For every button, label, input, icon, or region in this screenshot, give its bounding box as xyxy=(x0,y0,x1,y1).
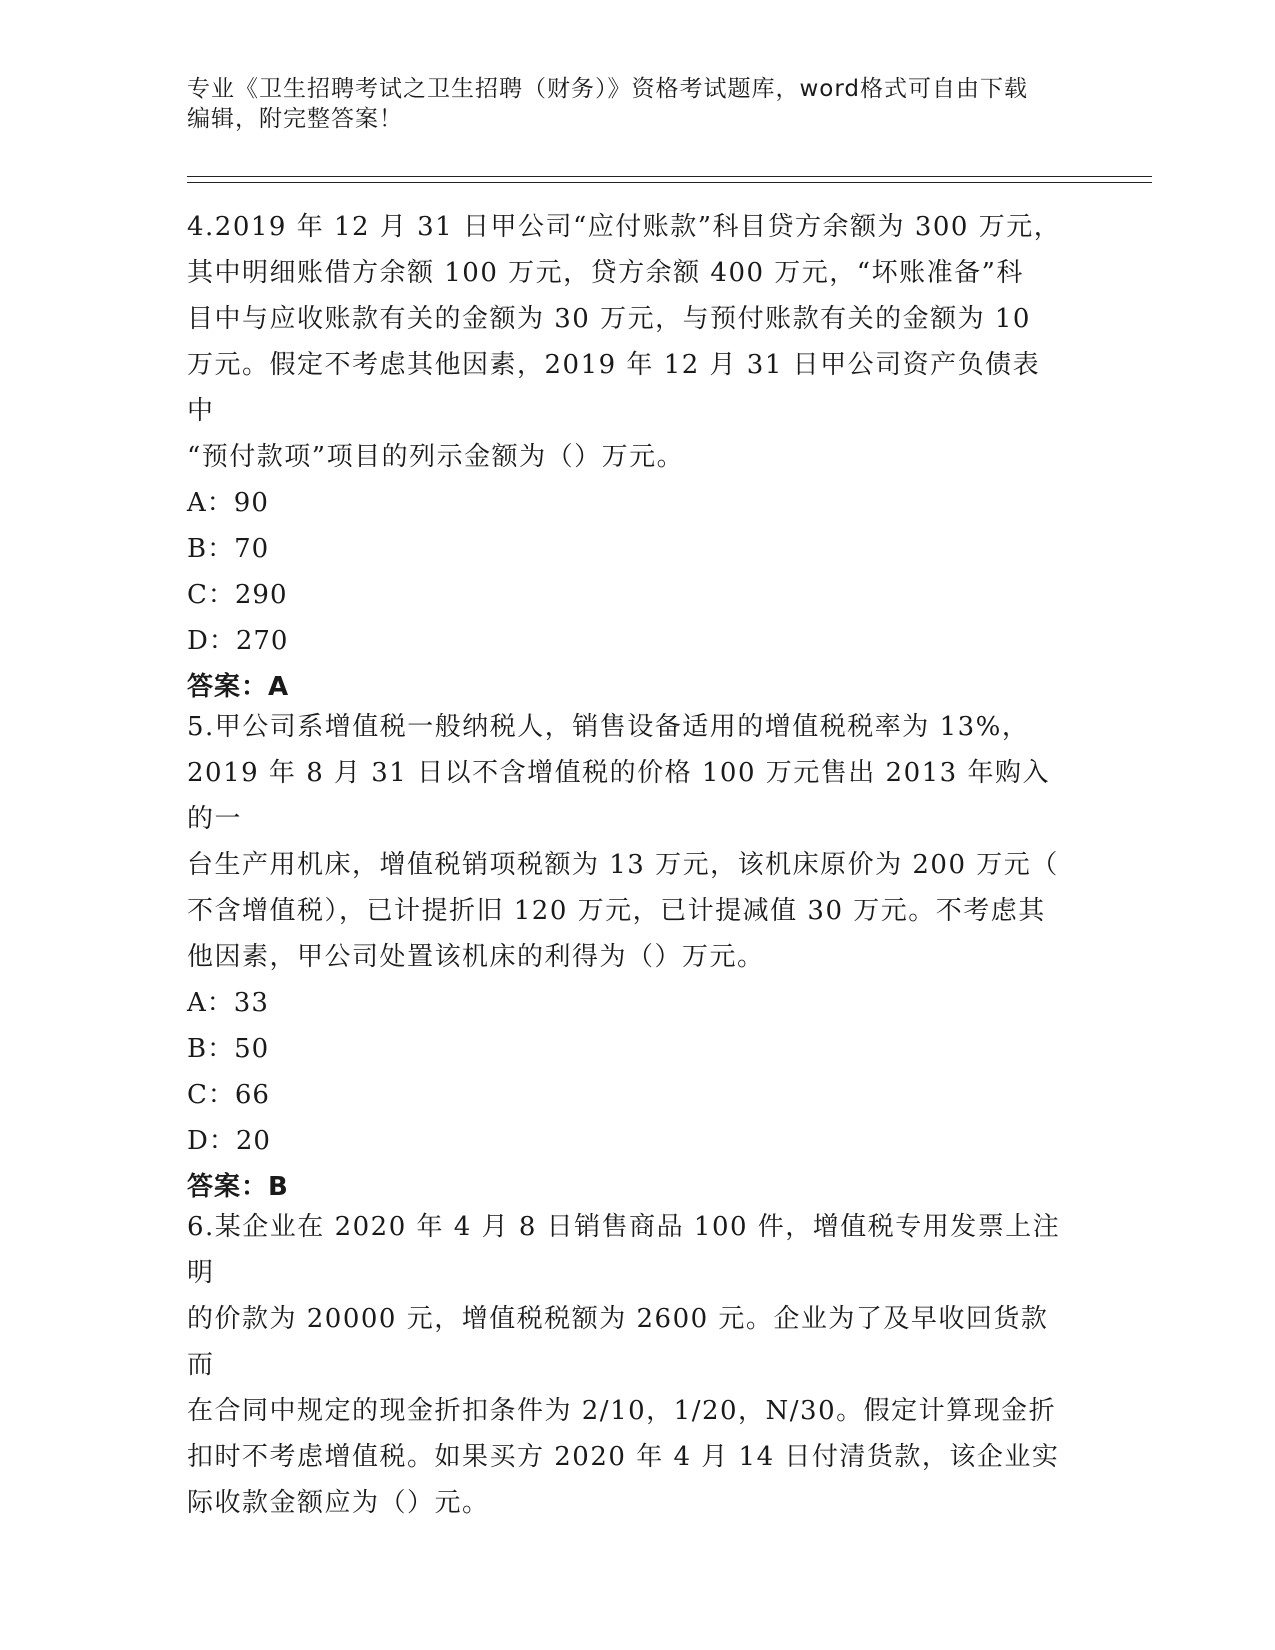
header-divider-top xyxy=(187,176,1152,177)
option-c: C：290 xyxy=(187,580,288,610)
question-5 xyxy=(187,704,1067,1210)
option-c: C：66 xyxy=(187,1080,270,1110)
option-d: D：270 xyxy=(187,626,289,656)
answer-label: 答案：B xyxy=(187,1172,289,1202)
question-text: 5.甲公司系增值税一般纳税人，销售设备适用的增值税税率为 13%， 2019 年 8 月 31 日以不含增值税的价格 100 万元售出 2013 年购入的一 台生产用机床，增值税销项税额为 13 万元，该机床原价为 200 万元（ 不含增值税），已计提折旧 120 万元，已计提减值 30 万元。不考虑其 他因素，甲公司处置该机床的利得为（）万元。 xyxy=(187,712,1059,972)
question-text: 4.2019 年 12 月 31 日甲公司“应付账款”科目贷方余额为 300 万元， 其中明细账借方余额 100 万元，贷方余额 400 万元，“坏账准备”科 目中与应收账款有关的金额为 30 万元，与预付账款有关的金额为 10 万元。假定不考虑其他因素，2019 年 12 月 31 日甲公司资产负债表中 “预付款项”项目的列示金额为（）万元。 xyxy=(187,212,1062,472)
option-a: A：33 xyxy=(187,988,269,1018)
answer-label: 答案：A xyxy=(187,672,290,702)
question-text: 6.某企业在 2020 年 4 月 8 日销售商品 100 件，增值税专用发票上注明 的价款为 20000 元，增值税税额为 2600 元。企业为了及早收回货款而 在合同中规定的现金折扣条件为 2/10，1/20，N/30。假定计算现金折 扣时不考虑增值税。如果买方 2020 年 4 月 14 日付清货款，该企业实 际收款金额应为（）元。 xyxy=(187,1212,1061,1518)
document-header: 专业《卫生招聘考试之卫生招聘（财务）》资格考试题库，word格式可自由下载 编辑，附完整答案！ xyxy=(187,76,1029,132)
option-list xyxy=(187,980,1067,1164)
option-b: B：50 xyxy=(187,1034,270,1064)
header-divider-bottom xyxy=(187,182,1152,183)
option-list xyxy=(187,480,1067,664)
option-d: D：20 xyxy=(187,1126,271,1156)
question-4 xyxy=(187,204,1067,710)
question-6 xyxy=(187,1204,1067,1526)
option-b: B：70 xyxy=(187,534,270,564)
option-a: A：90 xyxy=(187,488,269,518)
